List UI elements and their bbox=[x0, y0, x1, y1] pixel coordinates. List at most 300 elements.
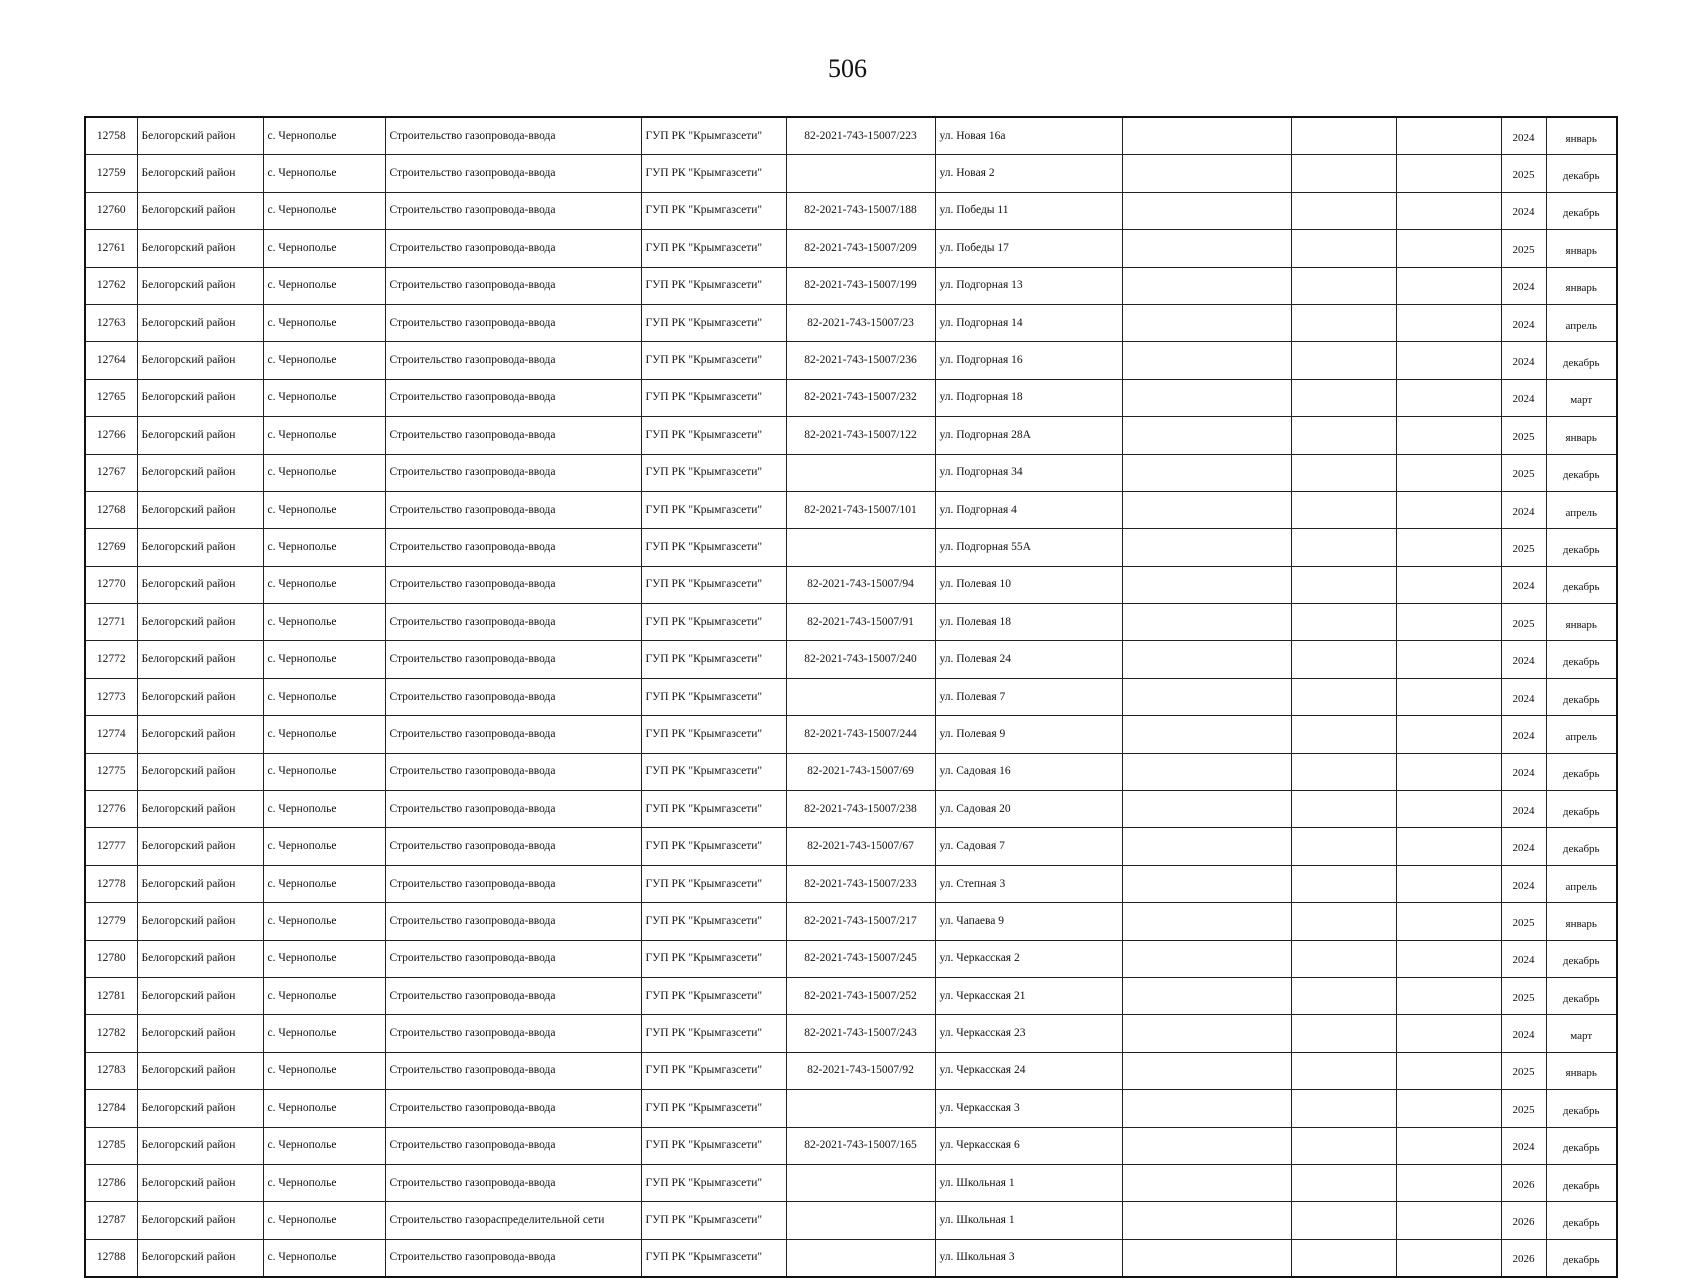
organization-cell: ГУП РК "Крымгазсети" bbox=[641, 454, 786, 491]
address-cell: ул. Подгорная 28А bbox=[935, 417, 1122, 454]
empty-cell bbox=[1122, 267, 1291, 304]
settlement-cell: с. Чернополье bbox=[263, 1090, 385, 1127]
empty-cell bbox=[1291, 192, 1396, 229]
address-cell: ул. Черкасская 3 bbox=[935, 1090, 1122, 1127]
year-cell: 2024 bbox=[1501, 267, 1546, 304]
address-cell: ул. Садовая 20 bbox=[935, 791, 1122, 828]
address-cell: ул. Полевая 18 bbox=[935, 604, 1122, 641]
year-cell: 2024 bbox=[1501, 304, 1546, 341]
empty-cell bbox=[1396, 491, 1501, 528]
project-code-cell: 82-2021-743-15007/243 bbox=[786, 1015, 935, 1052]
month-cell: декабрь bbox=[1546, 940, 1617, 977]
year-cell: 2025 bbox=[1501, 155, 1546, 192]
settlement-cell: с. Чернополье bbox=[263, 230, 385, 267]
table-row bbox=[85, 1202, 1617, 1239]
month-cell: декабрь bbox=[1546, 1239, 1617, 1277]
district-cell: Белогорский район bbox=[137, 379, 263, 416]
address-cell: ул. Победы 11 bbox=[935, 192, 1122, 229]
month-cell: декабрь bbox=[1546, 155, 1617, 192]
empty-cell bbox=[1122, 716, 1291, 753]
address-cell: ул. Подгорная 55А bbox=[935, 529, 1122, 566]
organization-cell: ГУП РК "Крымгазсети" bbox=[641, 1164, 786, 1201]
district-cell: Белогорский район bbox=[137, 529, 263, 566]
row-number-cell: 12758 bbox=[85, 117, 137, 155]
work-type-cell: Строительство газопровода-ввода bbox=[385, 940, 641, 977]
empty-cell bbox=[1291, 791, 1396, 828]
settlement-cell: с. Чернополье bbox=[263, 903, 385, 940]
district-cell: Белогорский район bbox=[137, 1239, 263, 1277]
work-type-cell: Строительство газопровода-ввода bbox=[385, 791, 641, 828]
empty-cell bbox=[1122, 604, 1291, 641]
month-cell: март bbox=[1546, 379, 1617, 416]
row-number-cell: 12760 bbox=[85, 192, 137, 229]
organization-cell: ГУП РК "Крымгазсети" bbox=[641, 192, 786, 229]
empty-cell bbox=[1122, 753, 1291, 790]
address-cell: ул. Черкасская 24 bbox=[935, 1052, 1122, 1089]
work-type-cell: Строительство газопровода-ввода bbox=[385, 828, 641, 865]
district-cell: Белогорский район bbox=[137, 828, 263, 865]
work-type-cell: Строительство газопровода-ввода bbox=[385, 1015, 641, 1052]
empty-cell bbox=[1396, 940, 1501, 977]
organization-cell: ГУП РК "Крымгазсети" bbox=[641, 716, 786, 753]
empty-cell bbox=[1291, 267, 1396, 304]
row-number-cell: 12766 bbox=[85, 417, 137, 454]
project-code-cell: 82-2021-743-15007/69 bbox=[786, 753, 935, 790]
empty-cell bbox=[1291, 753, 1396, 790]
district-cell: Белогорский район bbox=[137, 155, 263, 192]
empty-cell bbox=[1396, 753, 1501, 790]
table-row bbox=[85, 865, 1617, 902]
empty-cell bbox=[1291, 417, 1396, 454]
year-cell: 2025 bbox=[1501, 1090, 1546, 1127]
table-row bbox=[85, 1127, 1617, 1164]
empty-cell bbox=[1291, 491, 1396, 528]
project-code-cell bbox=[786, 1090, 935, 1127]
year-cell: 2024 bbox=[1501, 828, 1546, 865]
work-type-cell: Строительство газораспределительной сети bbox=[385, 1202, 641, 1239]
row-number-cell: 12762 bbox=[85, 267, 137, 304]
month-cell: декабрь bbox=[1546, 791, 1617, 828]
settlement-cell: с. Чернополье bbox=[263, 1052, 385, 1089]
empty-cell bbox=[1396, 1239, 1501, 1277]
month-cell: декабрь bbox=[1546, 1164, 1617, 1201]
row-number-cell: 12770 bbox=[85, 566, 137, 603]
registry-body bbox=[85, 117, 1617, 1277]
project-code-cell: 82-2021-743-15007/101 bbox=[786, 491, 935, 528]
year-cell: 2026 bbox=[1501, 1239, 1546, 1277]
district-cell: Белогорский район bbox=[137, 903, 263, 940]
organization-cell: ГУП РК "Крымгазсети" bbox=[641, 491, 786, 528]
address-cell: ул. Школьная 1 bbox=[935, 1164, 1122, 1201]
address-cell: ул. Новая 2 bbox=[935, 155, 1122, 192]
work-type-cell: Строительство газопровода-ввода bbox=[385, 529, 641, 566]
organization-cell: ГУП РК "Крымгазсети" bbox=[641, 1090, 786, 1127]
organization-cell: ГУП РК "Крымгазсети" bbox=[641, 1015, 786, 1052]
project-code-cell: 82-2021-743-15007/233 bbox=[786, 865, 935, 902]
district-cell: Белогорский район bbox=[137, 230, 263, 267]
empty-cell bbox=[1396, 1127, 1501, 1164]
row-number-cell: 12761 bbox=[85, 230, 137, 267]
district-cell: Белогорский район bbox=[137, 753, 263, 790]
table-row bbox=[85, 566, 1617, 603]
empty-cell bbox=[1122, 566, 1291, 603]
empty-cell bbox=[1396, 716, 1501, 753]
table-row bbox=[85, 604, 1617, 641]
project-code-cell: 82-2021-743-15007/199 bbox=[786, 267, 935, 304]
project-code-cell: 82-2021-743-15007/122 bbox=[786, 417, 935, 454]
project-code-cell: 82-2021-743-15007/165 bbox=[786, 1127, 935, 1164]
empty-cell bbox=[1396, 379, 1501, 416]
district-cell: Белогорский район bbox=[137, 940, 263, 977]
district-cell: Белогорский район bbox=[137, 1127, 263, 1164]
year-cell: 2024 bbox=[1501, 566, 1546, 603]
settlement-cell: с. Чернополье bbox=[263, 865, 385, 902]
work-type-cell: Строительство газопровода-ввода bbox=[385, 1127, 641, 1164]
row-number-cell: 12765 bbox=[85, 379, 137, 416]
organization-cell: ГУП РК "Крымгазсети" bbox=[641, 1202, 786, 1239]
empty-cell bbox=[1291, 454, 1396, 491]
settlement-cell: с. Чернополье bbox=[263, 491, 385, 528]
address-cell: ул. Подгорная 13 bbox=[935, 267, 1122, 304]
address-cell: ул. Школьная 3 bbox=[935, 1239, 1122, 1277]
settlement-cell: с. Чернополье bbox=[263, 304, 385, 341]
work-type-cell: Строительство газопровода-ввода bbox=[385, 155, 641, 192]
row-number-cell: 12786 bbox=[85, 1164, 137, 1201]
year-cell: 2026 bbox=[1501, 1164, 1546, 1201]
empty-cell bbox=[1122, 1202, 1291, 1239]
settlement-cell: с. Чернополье bbox=[263, 117, 385, 155]
organization-cell: ГУП РК "Крымгазсети" bbox=[641, 529, 786, 566]
table-row bbox=[85, 155, 1617, 192]
settlement-cell: с. Чернополье bbox=[263, 1202, 385, 1239]
address-cell: ул. Черкасская 21 bbox=[935, 977, 1122, 1014]
empty-cell bbox=[1396, 155, 1501, 192]
year-cell: 2025 bbox=[1501, 1052, 1546, 1089]
settlement-cell: с. Чернополье bbox=[263, 454, 385, 491]
empty-cell bbox=[1291, 342, 1396, 379]
organization-cell: ГУП РК "Крымгазсети" bbox=[641, 865, 786, 902]
row-number-cell: 12787 bbox=[85, 1202, 137, 1239]
table-row bbox=[85, 304, 1617, 341]
month-cell: декабрь bbox=[1546, 1090, 1617, 1127]
empty-cell bbox=[1396, 192, 1501, 229]
project-code-cell: 82-2021-743-15007/236 bbox=[786, 342, 935, 379]
district-cell: Белогорский район bbox=[137, 342, 263, 379]
settlement-cell: с. Чернополье bbox=[263, 753, 385, 790]
table-row bbox=[85, 379, 1617, 416]
month-cell: декабрь bbox=[1546, 454, 1617, 491]
empty-cell bbox=[1291, 1164, 1396, 1201]
project-code-cell: 82-2021-743-15007/223 bbox=[786, 117, 935, 155]
empty-cell bbox=[1396, 678, 1501, 715]
table-row bbox=[85, 529, 1617, 566]
settlement-cell: с. Чернополье bbox=[263, 1015, 385, 1052]
work-type-cell: Строительство газопровода-ввода bbox=[385, 604, 641, 641]
address-cell: ул. Новая 16а bbox=[935, 117, 1122, 155]
empty-cell bbox=[1122, 828, 1291, 865]
organization-cell: ГУП РК "Крымгазсети" bbox=[641, 342, 786, 379]
work-type-cell: Строительство газопровода-ввода bbox=[385, 304, 641, 341]
year-cell: 2024 bbox=[1501, 716, 1546, 753]
district-cell: Белогорский район bbox=[137, 417, 263, 454]
empty-cell bbox=[1291, 678, 1396, 715]
empty-cell bbox=[1122, 678, 1291, 715]
year-cell: 2024 bbox=[1501, 192, 1546, 229]
settlement-cell: с. Чернополье bbox=[263, 342, 385, 379]
empty-cell bbox=[1291, 1052, 1396, 1089]
empty-cell bbox=[1122, 529, 1291, 566]
settlement-cell: с. Чернополье bbox=[263, 678, 385, 715]
empty-cell bbox=[1396, 604, 1501, 641]
address-cell: ул. Полевая 7 bbox=[935, 678, 1122, 715]
settlement-cell: с. Чернополье bbox=[263, 379, 385, 416]
year-cell: 2024 bbox=[1501, 342, 1546, 379]
address-cell: ул. Черкасская 23 bbox=[935, 1015, 1122, 1052]
row-number-cell: 12764 bbox=[85, 342, 137, 379]
table-row bbox=[85, 1164, 1617, 1201]
address-cell: ул. Черкасская 2 bbox=[935, 940, 1122, 977]
month-cell: декабрь bbox=[1546, 192, 1617, 229]
address-cell: ул. Садовая 7 bbox=[935, 828, 1122, 865]
empty-cell bbox=[1396, 977, 1501, 1014]
row-number-cell: 12783 bbox=[85, 1052, 137, 1089]
empty-cell bbox=[1291, 1127, 1396, 1164]
work-type-cell: Строительство газопровода-ввода bbox=[385, 865, 641, 902]
row-number-cell: 12784 bbox=[85, 1090, 137, 1127]
district-cell: Белогорский район bbox=[137, 117, 263, 155]
month-cell: январь bbox=[1546, 117, 1617, 155]
year-cell: 2024 bbox=[1501, 117, 1546, 155]
row-number-cell: 12769 bbox=[85, 529, 137, 566]
district-cell: Белогорский район bbox=[137, 678, 263, 715]
row-number-cell: 12780 bbox=[85, 940, 137, 977]
month-cell: январь bbox=[1546, 417, 1617, 454]
month-cell: декабрь bbox=[1546, 977, 1617, 1014]
row-number-cell: 12788 bbox=[85, 1239, 137, 1277]
row-number-cell: 12767 bbox=[85, 454, 137, 491]
table-row bbox=[85, 230, 1617, 267]
address-cell: ул. Чапаева 9 bbox=[935, 903, 1122, 940]
month-cell: декабрь bbox=[1546, 1127, 1617, 1164]
district-cell: Белогорский район bbox=[137, 604, 263, 641]
empty-cell bbox=[1396, 903, 1501, 940]
work-type-cell: Строительство газопровода-ввода bbox=[385, 678, 641, 715]
address-cell: ул. Полевая 10 bbox=[935, 566, 1122, 603]
address-cell: ул. Полевая 24 bbox=[935, 641, 1122, 678]
work-type-cell: Строительство газопровода-ввода bbox=[385, 230, 641, 267]
empty-cell bbox=[1122, 865, 1291, 902]
year-cell: 2026 bbox=[1501, 1202, 1546, 1239]
empty-cell bbox=[1291, 977, 1396, 1014]
project-code-cell bbox=[786, 1202, 935, 1239]
work-type-cell: Строительство газопровода-ввода bbox=[385, 1164, 641, 1201]
project-code-cell: 82-2021-743-15007/244 bbox=[786, 716, 935, 753]
district-cell: Белогорский район bbox=[137, 641, 263, 678]
organization-cell: ГУП РК "Крымгазсети" bbox=[641, 117, 786, 155]
year-cell: 2024 bbox=[1501, 865, 1546, 902]
empty-cell bbox=[1291, 304, 1396, 341]
empty-cell bbox=[1291, 230, 1396, 267]
table-row bbox=[85, 454, 1617, 491]
work-type-cell: Строительство газопровода-ввода bbox=[385, 903, 641, 940]
table-row bbox=[85, 903, 1617, 940]
table-row bbox=[85, 977, 1617, 1014]
organization-cell: ГУП РК "Крымгазсети" bbox=[641, 230, 786, 267]
district-cell: Белогорский район bbox=[137, 1202, 263, 1239]
empty-cell bbox=[1396, 304, 1501, 341]
month-cell: январь bbox=[1546, 230, 1617, 267]
empty-cell bbox=[1291, 117, 1396, 155]
organization-cell: ГУП РК "Крымгазсети" bbox=[641, 791, 786, 828]
registry-table bbox=[84, 116, 1618, 1278]
month-cell: январь bbox=[1546, 267, 1617, 304]
empty-cell bbox=[1291, 865, 1396, 902]
address-cell: ул. Подгорная 34 bbox=[935, 454, 1122, 491]
table-row bbox=[85, 678, 1617, 715]
table-row bbox=[85, 491, 1617, 528]
organization-cell: ГУП РК "Крымгазсети" bbox=[641, 903, 786, 940]
address-cell: ул. Подгорная 4 bbox=[935, 491, 1122, 528]
district-cell: Белогорский район bbox=[137, 865, 263, 902]
month-cell: январь bbox=[1546, 604, 1617, 641]
empty-cell bbox=[1291, 379, 1396, 416]
table-row bbox=[85, 117, 1617, 155]
month-cell: апрель bbox=[1546, 716, 1617, 753]
project-code-cell bbox=[786, 454, 935, 491]
month-cell: апрель bbox=[1546, 865, 1617, 902]
district-cell: Белогорский район bbox=[137, 491, 263, 528]
empty-cell bbox=[1291, 1239, 1396, 1277]
organization-cell: ГУП РК "Крымгазсети" bbox=[641, 977, 786, 1014]
district-cell: Белогорский район bbox=[137, 304, 263, 341]
row-number-cell: 12775 bbox=[85, 753, 137, 790]
district-cell: Белогорский район bbox=[137, 1164, 263, 1201]
year-cell: 2025 bbox=[1501, 903, 1546, 940]
settlement-cell: с. Чернополье bbox=[263, 566, 385, 603]
empty-cell bbox=[1291, 566, 1396, 603]
empty-cell bbox=[1122, 1239, 1291, 1277]
empty-cell bbox=[1122, 304, 1291, 341]
empty-cell bbox=[1122, 1015, 1291, 1052]
row-number-cell: 12763 bbox=[85, 304, 137, 341]
empty-cell bbox=[1122, 342, 1291, 379]
project-code-cell bbox=[786, 529, 935, 566]
empty-cell bbox=[1291, 1090, 1396, 1127]
table-row bbox=[85, 828, 1617, 865]
work-type-cell: Строительство газопровода-ввода bbox=[385, 379, 641, 416]
empty-cell bbox=[1291, 641, 1396, 678]
year-cell: 2025 bbox=[1501, 977, 1546, 1014]
organization-cell: ГУП РК "Крымгазсети" bbox=[641, 267, 786, 304]
organization-cell: ГУП РК "Крымгазсети" bbox=[641, 1239, 786, 1277]
organization-cell: ГУП РК "Крымгазсети" bbox=[641, 417, 786, 454]
row-number-cell: 12776 bbox=[85, 791, 137, 828]
project-code-cell: 82-2021-743-15007/209 bbox=[786, 230, 935, 267]
project-code-cell bbox=[786, 1164, 935, 1201]
row-number-cell: 12778 bbox=[85, 865, 137, 902]
empty-cell bbox=[1122, 1164, 1291, 1201]
empty-cell bbox=[1396, 1090, 1501, 1127]
empty-cell bbox=[1122, 903, 1291, 940]
work-type-cell: Строительство газопровода-ввода bbox=[385, 417, 641, 454]
organization-cell: ГУП РК "Крымгазсети" bbox=[641, 379, 786, 416]
project-code-cell: 82-2021-743-15007/91 bbox=[786, 604, 935, 641]
table-row bbox=[85, 716, 1617, 753]
month-cell: апрель bbox=[1546, 491, 1617, 528]
district-cell: Белогорский район bbox=[137, 977, 263, 1014]
address-cell: ул. Подгорная 14 bbox=[935, 304, 1122, 341]
empty-cell bbox=[1122, 641, 1291, 678]
work-type-cell: Строительство газопровода-ввода bbox=[385, 491, 641, 528]
empty-cell bbox=[1396, 342, 1501, 379]
settlement-cell: с. Чернополье bbox=[263, 267, 385, 304]
empty-cell bbox=[1291, 529, 1396, 566]
year-cell: 2025 bbox=[1501, 417, 1546, 454]
year-cell: 2025 bbox=[1501, 454, 1546, 491]
empty-cell bbox=[1396, 1164, 1501, 1201]
year-cell: 2024 bbox=[1501, 753, 1546, 790]
empty-cell bbox=[1122, 155, 1291, 192]
month-cell: декабрь bbox=[1546, 641, 1617, 678]
row-number-cell: 12782 bbox=[85, 1015, 137, 1052]
table-row bbox=[85, 342, 1617, 379]
empty-cell bbox=[1122, 379, 1291, 416]
year-cell: 2024 bbox=[1501, 641, 1546, 678]
address-cell: ул. Школьная 1 bbox=[935, 1202, 1122, 1239]
row-number-cell: 12773 bbox=[85, 678, 137, 715]
table-row bbox=[85, 417, 1617, 454]
settlement-cell: с. Чернополье bbox=[263, 716, 385, 753]
work-type-cell: Строительство газопровода-ввода bbox=[385, 267, 641, 304]
row-number-cell: 12779 bbox=[85, 903, 137, 940]
project-code-cell: 82-2021-743-15007/217 bbox=[786, 903, 935, 940]
empty-cell bbox=[1291, 940, 1396, 977]
empty-cell bbox=[1291, 903, 1396, 940]
table-row bbox=[85, 1239, 1617, 1277]
settlement-cell: с. Чернополье bbox=[263, 192, 385, 229]
organization-cell: ГУП РК "Крымгазсети" bbox=[641, 304, 786, 341]
row-number-cell: 12772 bbox=[85, 641, 137, 678]
organization-cell: ГУП РК "Крымгазсети" bbox=[641, 1127, 786, 1164]
district-cell: Белогорский район bbox=[137, 192, 263, 229]
empty-cell bbox=[1291, 716, 1396, 753]
empty-cell bbox=[1122, 491, 1291, 528]
month-cell: декабрь bbox=[1546, 529, 1617, 566]
year-cell: 2025 bbox=[1501, 604, 1546, 641]
year-cell: 2024 bbox=[1501, 491, 1546, 528]
empty-cell bbox=[1122, 977, 1291, 1014]
project-code-cell bbox=[786, 155, 935, 192]
project-code-cell: 82-2021-743-15007/232 bbox=[786, 379, 935, 416]
year-cell: 2024 bbox=[1501, 1015, 1546, 1052]
month-cell: январь bbox=[1546, 1052, 1617, 1089]
work-type-cell: Строительство газопровода-ввода bbox=[385, 1090, 641, 1127]
table-row bbox=[85, 940, 1617, 977]
district-cell: Белогорский район bbox=[137, 1090, 263, 1127]
empty-cell bbox=[1122, 940, 1291, 977]
settlement-cell: с. Чернополье bbox=[263, 604, 385, 641]
empty-cell bbox=[1291, 155, 1396, 192]
table-row bbox=[85, 267, 1617, 304]
empty-cell bbox=[1396, 566, 1501, 603]
address-cell: ул. Полевая 9 bbox=[935, 716, 1122, 753]
settlement-cell: с. Чернополье bbox=[263, 529, 385, 566]
organization-cell: ГУП РК "Крымгазсети" bbox=[641, 678, 786, 715]
district-cell: Белогорский район bbox=[137, 716, 263, 753]
address-cell: ул. Черкасская 6 bbox=[935, 1127, 1122, 1164]
project-code-cell: 82-2021-743-15007/94 bbox=[786, 566, 935, 603]
project-code-cell: 82-2021-743-15007/238 bbox=[786, 791, 935, 828]
